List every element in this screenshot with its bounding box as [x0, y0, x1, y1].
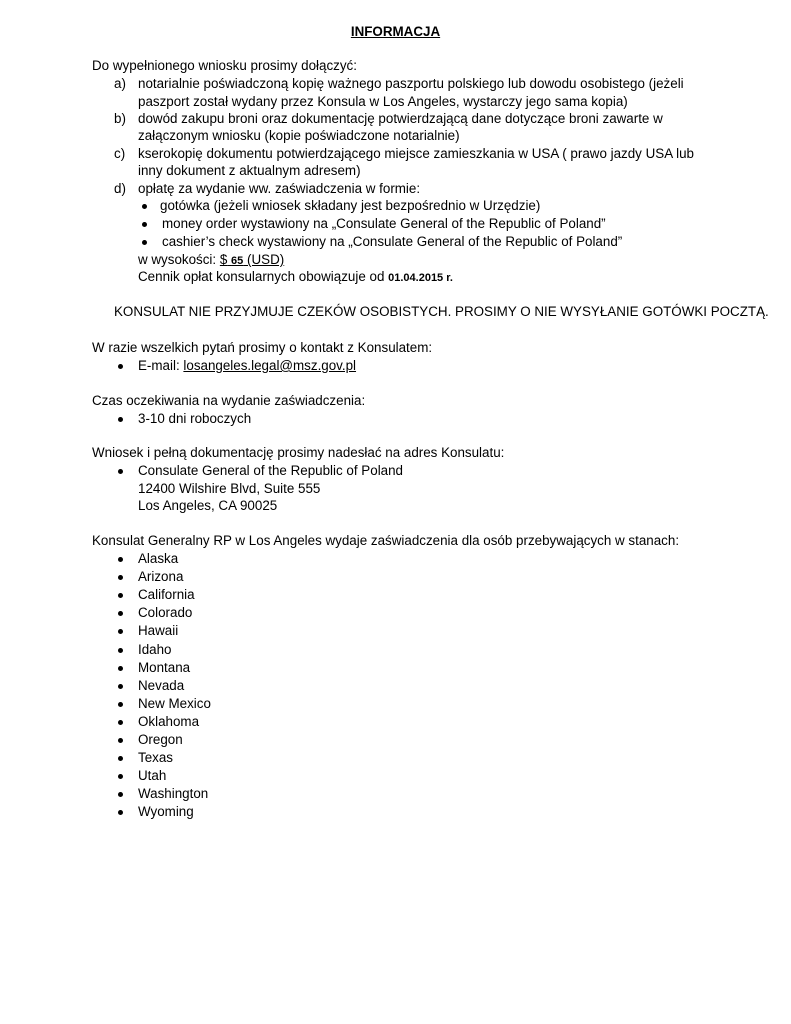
- fee-unit: (USD): [243, 252, 285, 267]
- payment-option-money-order: money order wystawiony na „Consulate General of the Republic of Poland”: [162, 216, 606, 231]
- item-b-line-2: załączonym wniosku (kopie poświadczone notarialnie): [138, 128, 460, 143]
- wait-heading: Czas oczekiwania na wydanie zaświadczenia:: [92, 393, 366, 408]
- bullet-icon: [142, 222, 147, 227]
- state-item: Hawaii: [138, 623, 179, 638]
- payment-option-cash: gotówka (jeżeli wniosek składany jest bezpośrednio w Urzędzie): [160, 198, 541, 213]
- address-line-3: Los Angeles, CA 90025: [138, 498, 278, 513]
- state-item: Utah: [138, 768, 167, 783]
- email-link[interactable]: losangeles.legal@msz.gov.pl: [183, 358, 357, 373]
- bullet-icon: [142, 240, 147, 245]
- state-item: Idaho: [138, 642, 172, 657]
- bullet-icon: [118, 792, 123, 797]
- contact-heading: W razie wszelkich pytań prosimy o kontakt z Konsulatem:: [92, 340, 433, 355]
- state-item: Wyoming: [138, 804, 194, 819]
- state-item: California: [138, 587, 195, 602]
- bullet-icon: [118, 575, 123, 580]
- warning-text: KONSULAT NIE PRZYJMUJE CZEKÓW OSOBISTYCH. PROSIMY O NIE WYSYŁANIE GOTÓWKI POCZTĄ.: [114, 304, 769, 319]
- item-a-line-2: paszport został wydany przez Konsula w Los Angeles, wystarczy jego sama kopia): [138, 94, 628, 109]
- price-list-text: Cennik opłat konsularnych obowiązuje od: [138, 269, 389, 284]
- intro-text: Do wypełnionego wniosku prosimy dołączyć:: [92, 58, 357, 73]
- item-b-line-1: dowód zakupu broni oraz dokumentację potwierdzającą dane dotyczące broni zawarte w: [138, 111, 663, 126]
- state-item: Oklahoma: [138, 714, 200, 729]
- price-list-line: [138, 268, 453, 287]
- state-item: Texas: [138, 750, 173, 765]
- price-list-date: 01.04.2015 r.: [388, 272, 453, 284]
- fee-prefix: w wysokości:: [138, 252, 220, 267]
- bullet-icon: [118, 738, 123, 743]
- bullet-icon: [118, 364, 123, 369]
- address-line-1: Consulate General of the Republic of Poland: [138, 463, 404, 478]
- bullet-icon: [142, 204, 147, 209]
- bullet-icon: [118, 417, 123, 422]
- contact-email-line: [138, 357, 356, 375]
- bullet-icon: [118, 629, 123, 634]
- states-heading: Konsulat Generalny RP w Los Angeles wydaje zaświadczenia dla osób przebywających w stanach:: [92, 533, 680, 548]
- item-b-marker: b): [114, 111, 126, 126]
- fee-currency: $: [219, 252, 228, 267]
- state-item: Colorado: [138, 605, 193, 620]
- bullet-icon: [118, 684, 123, 689]
- bullet-icon: [118, 810, 123, 815]
- item-c-line-2: inny dokument z aktualnym adresem): [138, 163, 361, 178]
- bullet-icon: [118, 611, 123, 616]
- state-item: Montana: [138, 660, 191, 675]
- state-item: Nevada: [138, 678, 185, 693]
- item-c-marker: c): [114, 146, 126, 161]
- item-d-line-1: opłatę za wydanie ww. zaświadczenia w formie:: [138, 181, 421, 196]
- state-item: Alaska: [138, 551, 179, 566]
- state-item: Washington: [138, 786, 209, 801]
- state-item: New Mexico: [138, 696, 211, 711]
- bullet-icon: [118, 593, 123, 598]
- bullet-icon: [118, 557, 123, 562]
- bullet-icon: [118, 666, 123, 671]
- address-line-2: 12400 Wilshire Blvd, Suite 555: [138, 481, 321, 496]
- bullet-icon: [118, 756, 123, 761]
- bullet-icon: [118, 469, 123, 474]
- bullet-icon: [118, 648, 123, 653]
- bullet-icon: [118, 702, 123, 707]
- address-heading: Wniosek i pełną dokumentację prosimy nadesłać na adres Konsulatu:: [92, 445, 505, 460]
- item-c-line-1: kserokopię dokumentu potwierdzającego miejsce zamieszkania w USA ( prawo jazdy USA lub: [138, 146, 694, 161]
- payment-option-cashiers-check: cashier’s check wystawiony na „Consulate General of the Republic of Poland”: [162, 234, 623, 249]
- item-a-marker: a): [114, 76, 126, 91]
- item-a-line-1: notarialnie poświadczoną kopię ważnego paszportu polskiego lub dowodu osobistego (jeżeli: [138, 76, 684, 91]
- item-d-marker: d): [114, 181, 126, 196]
- fee-amount: 65: [231, 255, 244, 267]
- state-item: Arizona: [138, 569, 184, 584]
- state-item: Oregon: [138, 732, 183, 747]
- bullet-icon: [118, 774, 123, 779]
- email-label: E-mail:: [138, 358, 184, 373]
- page-title: INFORMACJA: [350, 24, 441, 39]
- wait-value: 3-10 dni roboczych: [138, 411, 252, 426]
- bullet-icon: [118, 720, 123, 725]
